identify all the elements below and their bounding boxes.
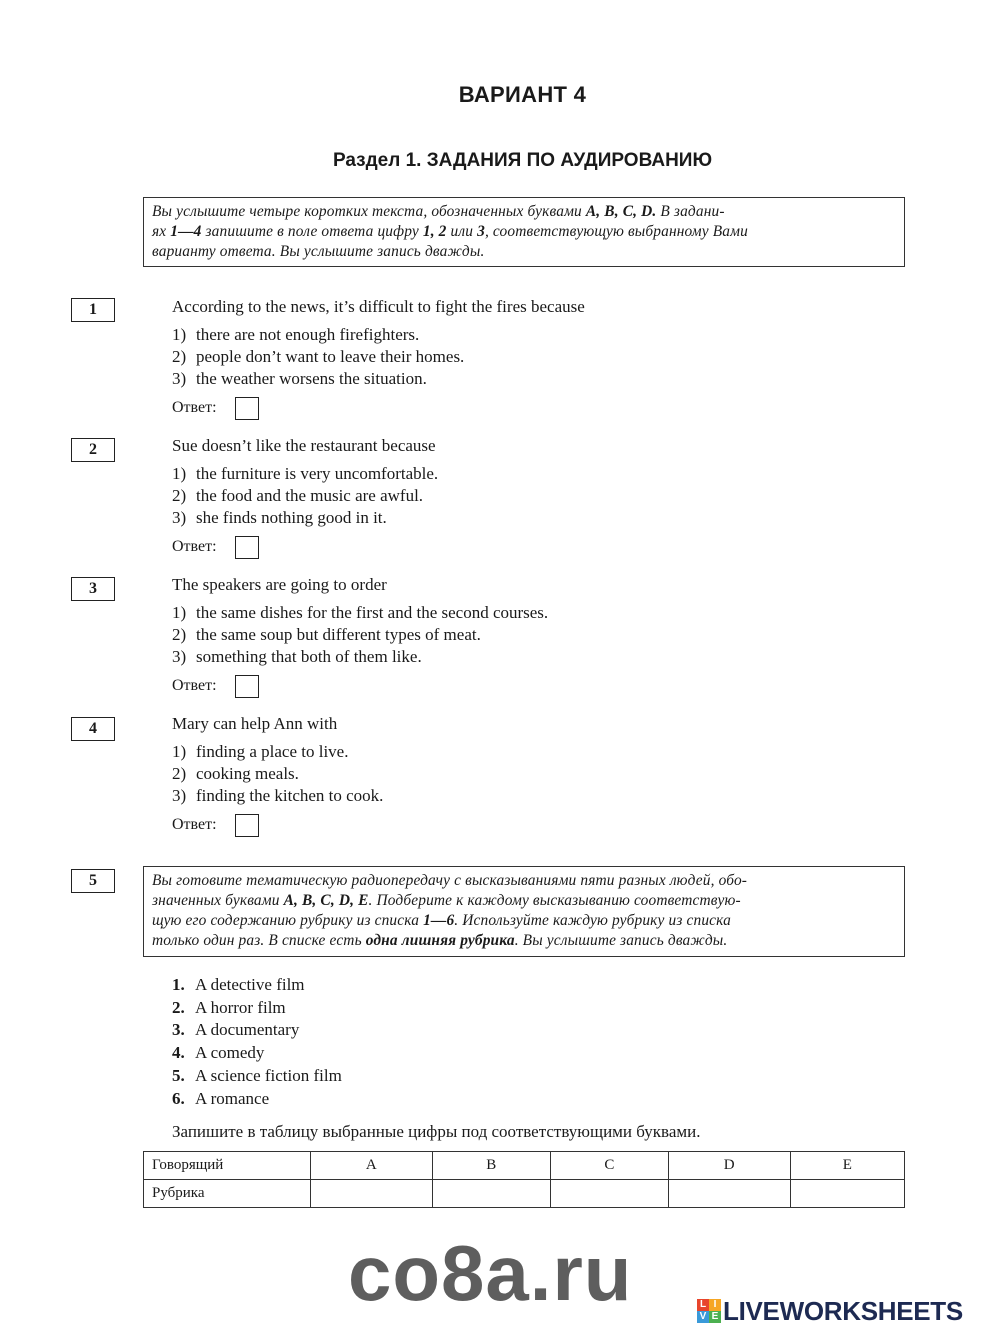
answer-box-4[interactable] [235, 814, 259, 837]
option-text: the food and the music are awful. [196, 486, 424, 505]
rubric-item-3 [172, 1020, 299, 1040]
answer-cell-e[interactable] [790, 1180, 904, 1208]
watermark: co8a.ru [348, 1229, 633, 1317]
column-header-b: B [432, 1152, 550, 1180]
instr-bold: 1, 2 [422, 223, 447, 240]
instructions-line-3: варианту ответа. Вы услышите запись дважды. [152, 243, 485, 260]
option-text: finding a place to live. [196, 742, 349, 761]
rubric-text: A romance [195, 1089, 270, 1108]
answer-cell-c[interactable] [550, 1180, 668, 1208]
instr-text: щую его содержанию рубрику из списка [152, 912, 424, 929]
question-text-4: Mary can help Ann with [172, 714, 338, 733]
instr-bold: 1—6 [423, 912, 455, 929]
option-1-2 [172, 347, 464, 367]
column-header-d: D [668, 1152, 790, 1180]
option-number: 2) [172, 486, 187, 505]
option-4-1 [172, 742, 348, 762]
logo-letter: E [709, 1311, 721, 1323]
rubric-number: 2. [172, 998, 185, 1017]
option-4-3 [172, 786, 383, 806]
option-2-3 [172, 508, 387, 528]
option-2-2 [172, 486, 423, 506]
instr-text: только один раз. В списке есть [152, 932, 366, 949]
option-1-1 [172, 325, 419, 345]
task5-instr-line-1: Вы готовите тематическую радиопередачу с высказываниями пяти разных людей, обо- [152, 872, 748, 889]
rubric-number: 5. [172, 1066, 185, 1085]
section-title: Раздел 1. ЗАДАНИЯ ПО АУДИРОВАНИЮ [332, 150, 713, 171]
rubric-text: A science fiction film [195, 1066, 342, 1085]
column-header-c: C [550, 1152, 668, 1180]
logo-letter: V [697, 1311, 709, 1323]
option-4-2 [172, 764, 299, 784]
option-number: 1) [172, 464, 187, 483]
answer-table [143, 1151, 905, 1208]
instr-text: . Используйте каждую рубрику из списка [454, 912, 731, 929]
option-number: 2) [172, 764, 187, 783]
option-text: there are not enough firefighters. [196, 325, 420, 344]
question-text-1: According to the news, it’s difficult to fight the fires because [172, 297, 585, 316]
question-text-3: The speakers are going to order [172, 575, 387, 594]
instr-text: или [446, 223, 478, 240]
task5-instr-line-3 [152, 911, 896, 931]
rubric-item-1 [172, 975, 305, 995]
option-text: the furniture is very uncomfortable. [196, 464, 439, 483]
answer-label-3: Ответ: [172, 677, 217, 694]
option-number: 3) [172, 508, 187, 527]
instr-text: ях [152, 223, 171, 240]
option-text: the weather worsens the situation. [196, 369, 427, 388]
rubric-item-6 [172, 1089, 269, 1109]
option-1-3 [172, 369, 427, 389]
table-instruction: Запишите в таблицу выбранные цифры под соответствующими буквами. [172, 1122, 701, 1141]
answer-box-1[interactable] [235, 397, 259, 420]
option-number: 1) [172, 325, 187, 344]
option-number: 3) [172, 647, 187, 666]
question-number-2: 2 [71, 438, 115, 462]
instr-bold: A, B, C, D, E [283, 892, 369, 909]
instr-text: В задани- [656, 203, 725, 220]
rubric-text: A horror film [195, 998, 286, 1017]
task5-instr-line-2 [152, 891, 896, 911]
rubric-item-4 [172, 1043, 264, 1063]
option-text: cooking meals. [196, 764, 299, 783]
option-number: 2) [172, 625, 187, 644]
logo-letter: L [697, 1299, 709, 1311]
option-text: something that both of them like. [196, 647, 422, 666]
rubric-number: 1. [172, 975, 185, 994]
rubric-number: 3. [172, 1020, 185, 1039]
option-2-1 [172, 464, 438, 484]
column-header-a: A [311, 1152, 433, 1180]
task5-instructions-box [143, 866, 905, 957]
instr-text: . Подберите к каждому высказыванию соответствую- [368, 892, 741, 909]
page-title: ВАРИАНТ 4 [458, 82, 587, 107]
rubric-item-2 [172, 998, 286, 1018]
instr-bold: одна лишняя рубрика [365, 932, 515, 949]
answer-label-1: Ответ: [172, 399, 217, 416]
instr-text: Вы услышите четыре коротких текста, обозначенных буквами [152, 203, 586, 220]
option-text: she finds nothing good in it. [196, 508, 387, 527]
instr-text: запишите в поле ответа цифру [201, 223, 423, 240]
instr-bold: A, B, C, D. [585, 203, 657, 220]
option-number: 2) [172, 347, 187, 366]
question-text-2: Sue doesn’t like the restaurant because [172, 436, 436, 455]
rubric-text: A documentary [195, 1020, 300, 1039]
option-text: the same dishes for the first and the second courses. [196, 603, 549, 622]
option-3-1 [172, 603, 548, 623]
question-number-4: 4 [71, 717, 115, 741]
liveworksheets-branding[interactable] [697, 1297, 963, 1325]
option-number: 1) [172, 742, 187, 761]
option-number: 3) [172, 786, 187, 805]
instr-text: , соответствующую выбранному Вами [484, 223, 748, 240]
answer-cell-d[interactable] [668, 1180, 790, 1208]
table-row-label: Рубрика [144, 1180, 311, 1208]
rubric-number: 6. [172, 1089, 185, 1108]
rubric-item-5 [172, 1066, 342, 1086]
task5-instr-line-4 [152, 931, 896, 951]
column-header-e: E [790, 1152, 904, 1180]
instructions-box [143, 197, 905, 267]
rubric-text: A comedy [195, 1043, 265, 1062]
answer-box-2[interactable] [235, 536, 259, 559]
instr-bold: 3 [477, 223, 485, 240]
liveworksheets-text: LIVEWORKSHEETS [723, 1295, 963, 1326]
question-number-1: 1 [71, 298, 115, 322]
answer-label-4: Ответ: [172, 816, 217, 833]
table-row-rubrics [144, 1180, 905, 1208]
option-text: people don’t want to leave their homes. [196, 347, 465, 366]
answer-cell-b[interactable] [432, 1180, 550, 1208]
table-row-label: Говорящий [144, 1152, 311, 1180]
liveworksheets-logo-icon [697, 1299, 721, 1323]
answer-label-2: Ответ: [172, 538, 217, 555]
rubric-number: 4. [172, 1043, 185, 1062]
question-number-3: 3 [71, 577, 115, 601]
table-row-speakers [144, 1152, 905, 1180]
option-text: the same soup but different types of meat. [196, 625, 481, 644]
instr-text: значенных буквами [152, 892, 284, 909]
instructions-line-1 [152, 202, 896, 222]
option-3-3 [172, 647, 422, 667]
instr-text: . Вы услышите запись дважды. [514, 932, 728, 949]
rubric-text: A detective film [195, 975, 305, 994]
instructions-line-2 [152, 222, 896, 242]
answer-cell-a[interactable] [311, 1180, 433, 1208]
option-number: 1) [172, 603, 187, 622]
logo-letter: I [709, 1299, 721, 1311]
option-number: 3) [172, 369, 187, 388]
option-text: finding the kitchen to cook. [196, 786, 384, 805]
answer-box-3[interactable] [235, 675, 259, 698]
option-3-2 [172, 625, 481, 645]
question-number-5: 5 [71, 869, 115, 893]
instr-bold: 1—4 [170, 223, 202, 240]
